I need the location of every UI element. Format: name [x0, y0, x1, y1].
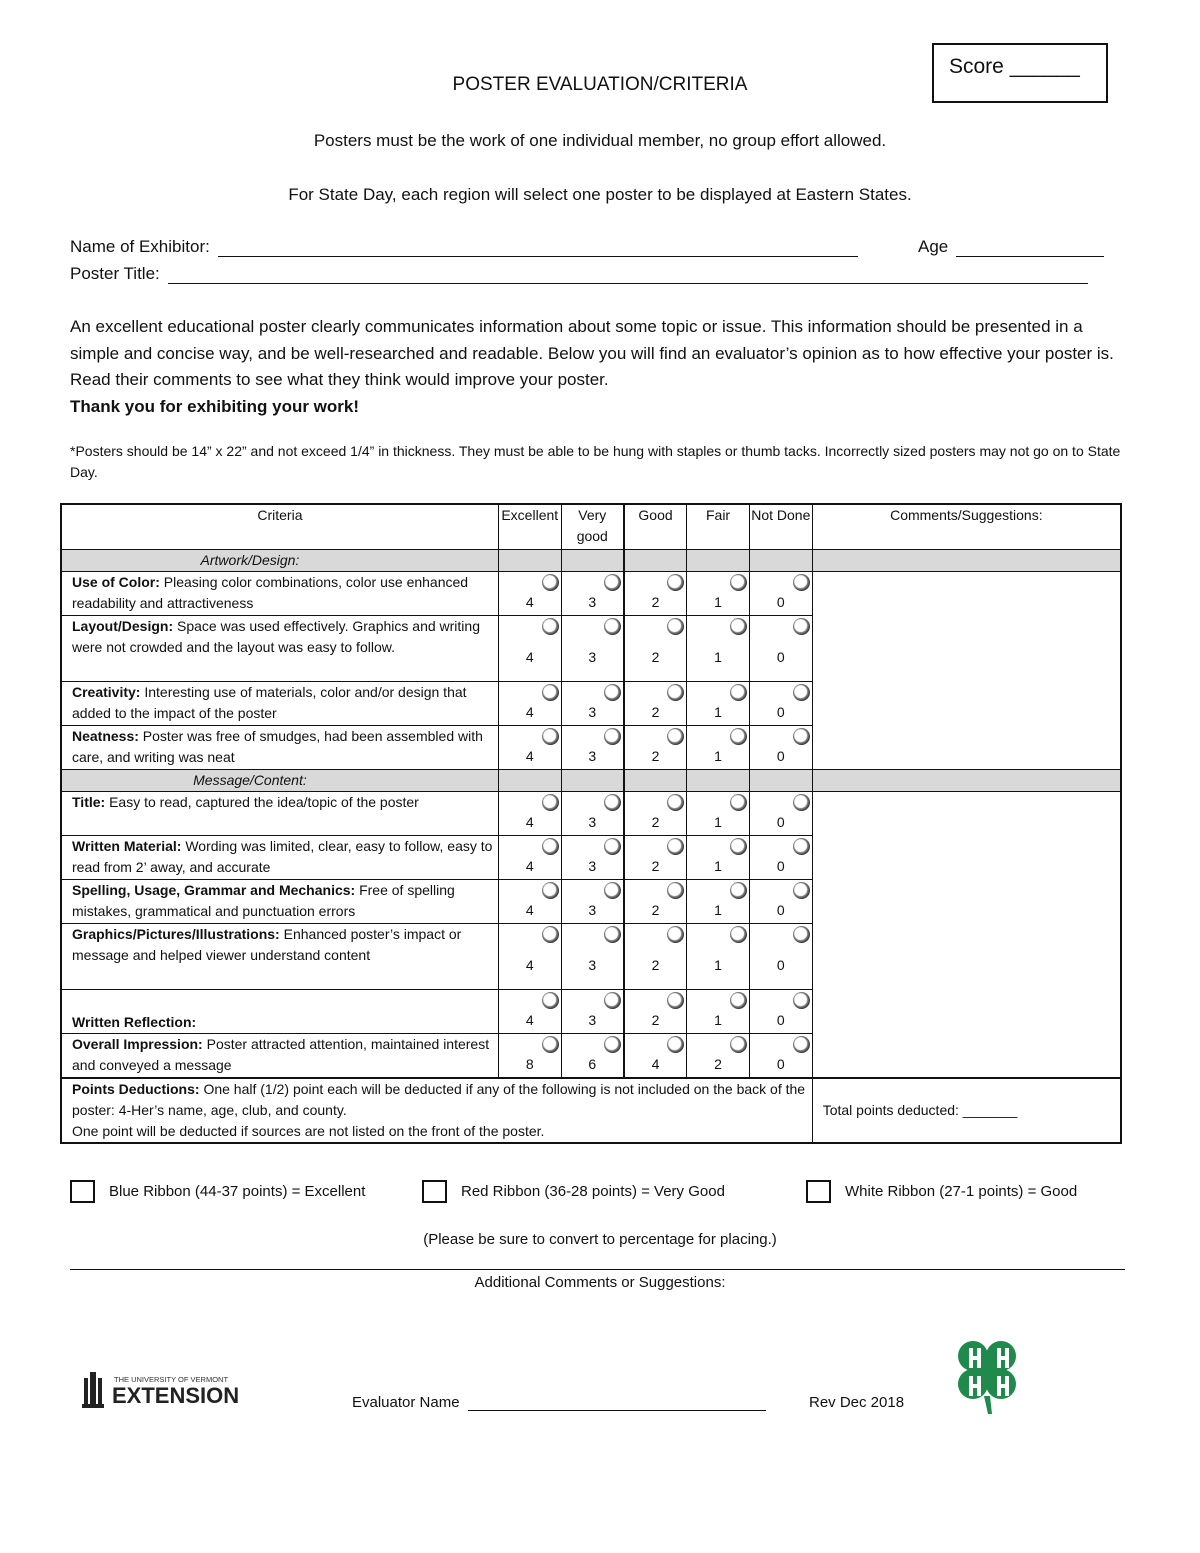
score-radio-icon[interactable] [793, 574, 810, 591]
criteria-text: Enhanced poster’s impact or message and helped viewer understand content [72, 926, 462, 963]
score-value: 2 [651, 957, 660, 973]
score-radio-icon[interactable] [542, 926, 559, 943]
criteria-name: Title: [72, 794, 106, 810]
score-radio-icon[interactable] [730, 794, 747, 811]
intro-thanks: Thank you for exhibiting your work! [70, 396, 360, 416]
criteria-name: Layout/Design: [72, 618, 174, 634]
total-deducted-field[interactable]: Total points deducted: _______ [812, 1078, 1121, 1143]
score-cell-very-good[interactable] [561, 682, 624, 726]
score-radio-icon[interactable] [604, 728, 621, 745]
page-title: POSTER EVALUATION/CRITERIA [452, 74, 748, 95]
header-fair: Fair [687, 504, 750, 550]
score-cell-not-done[interactable] [749, 682, 812, 726]
score-radio-icon[interactable] [542, 794, 559, 811]
score-radio-icon[interactable] [667, 618, 684, 635]
score-radio-icon[interactable] [793, 992, 810, 1009]
header-criteria: Criteria [61, 504, 498, 550]
score-cell-fair[interactable] [687, 572, 750, 616]
score-cell-fair[interactable] [687, 880, 750, 924]
criteria-row [61, 572, 1121, 616]
criteria-description [61, 836, 498, 880]
score-cell-excellent[interactable] [498, 616, 561, 682]
score-radio-icon[interactable] [730, 618, 747, 635]
score-radio-icon[interactable] [730, 574, 747, 591]
score-value: 6 [588, 1055, 597, 1072]
age-field[interactable] [918, 237, 1104, 257]
section-cell [749, 550, 812, 572]
score-value: 0 [776, 1055, 785, 1072]
score-value: 4 [525, 649, 534, 665]
score-radio-icon[interactable] [667, 926, 684, 943]
rule-individual: Posters must be the work of one individual member, no group effort allowed. [313, 131, 887, 150]
score-value: 0 [776, 649, 785, 665]
red-ribbon-option[interactable] [422, 1180, 725, 1203]
white-ribbon-option[interactable] [806, 1180, 1077, 1203]
age-label: Age [918, 237, 949, 256]
score-cell-not-done[interactable] [749, 836, 812, 880]
score-cell-fair[interactable] [687, 682, 750, 726]
comments-cell[interactable] [812, 572, 1121, 770]
score-radio-icon[interactable] [730, 882, 747, 899]
score-cell-very-good[interactable] [561, 1034, 624, 1078]
score-value: 3 [588, 594, 597, 610]
score-value: 1 [714, 957, 722, 973]
score-cell-not-done[interactable] [749, 924, 812, 990]
four-h-clover-logo [948, 1338, 1026, 1414]
score-cell-very-good[interactable] [561, 616, 624, 682]
criteria-name: Spelling, Usage, Grammar and Mechanics: [72, 882, 356, 898]
score-cell-good[interactable] [624, 880, 687, 924]
score-radio-icon[interactable] [667, 684, 684, 701]
score-value: 2 [651, 814, 660, 830]
score-radio-icon[interactable] [604, 574, 621, 591]
score-value: 2 [651, 902, 660, 918]
criteria-text: Pleasing color combinations, color use enhanced readability and attractiveness [72, 574, 469, 611]
deductions-line1: One half (1/2) point each will be deducted if any of the following is not included on the back of the poster: 4-Her’s name, age, club, and county. [72, 1080, 806, 1118]
score-value: 3 [588, 902, 597, 918]
red-ribbon-label: Red Ribbon (36-28 points) = Very Good [461, 1183, 725, 1200]
score-radio-icon[interactable] [667, 838, 684, 855]
score-value: 2 [651, 748, 660, 764]
score-radio-icon[interactable] [730, 926, 747, 943]
score-cell-excellent[interactable] [498, 682, 561, 726]
criteria-text: Space was used effectively. Graphics and writing were not crowded and the layout was easy to follow. [72, 618, 480, 655]
blue-ribbon-option[interactable] [70, 1180, 365, 1203]
criteria-description [61, 726, 498, 770]
logo-line2: EXTENSION [112, 1383, 240, 1408]
score-value: 1 [714, 858, 722, 874]
exhibitor-label: Name of Exhibitor: [70, 237, 210, 256]
score-value: 0 [776, 957, 785, 973]
score-cell-not-done[interactable] [749, 616, 812, 682]
deductions-row [61, 1078, 1121, 1143]
score-value: 4 [525, 957, 534, 973]
score-value: 1 [714, 814, 722, 830]
criteria-name: Use of Color: [72, 574, 160, 590]
evaluator-field[interactable] [352, 1394, 766, 1411]
size-note: *Posters should be 14” x 22” and not exceed 1/4” in thickness. They must be able to be hung with staples or thumb tacks. Incorrectly sized posters may not go on to State Day. [70, 443, 1121, 480]
score-radio-icon[interactable] [542, 882, 559, 899]
header-comments: Comments/Suggestions: [812, 504, 1121, 550]
score-radio-icon[interactable] [793, 728, 810, 745]
score-value: 2 [651, 1012, 660, 1028]
score-value: 3 [588, 858, 597, 874]
score-cell-very-good[interactable] [561, 792, 624, 836]
score-radio-icon[interactable] [793, 838, 810, 855]
score-radio-icon[interactable] [604, 926, 621, 943]
additional-comments-label: Additional Comments or Suggestions: [474, 1274, 726, 1291]
section-cell [498, 770, 561, 792]
score-value: 1 [714, 1012, 722, 1028]
score-value: 1 [714, 748, 722, 764]
score-radio-icon[interactable] [542, 574, 559, 591]
logo-line1: THE UNIVERSITY OF VERMONT [114, 1375, 229, 1384]
score-value: 4 [525, 1012, 534, 1028]
score-cell-good[interactable] [624, 836, 687, 880]
score-radio-icon[interactable] [604, 882, 621, 899]
score-cell-very-good[interactable] [561, 572, 624, 616]
score-value: 3 [588, 748, 597, 764]
section-cell [624, 770, 687, 792]
score-radio-icon[interactable] [542, 838, 559, 855]
uvm-extension-logo [80, 1370, 260, 1410]
score-value: 4 [525, 704, 534, 720]
score-cell-good[interactable] [624, 572, 687, 616]
score-value: 2 [651, 704, 660, 720]
score-value: 4 [525, 594, 534, 610]
deductions-description [61, 1078, 812, 1143]
score-value: 3 [588, 814, 597, 830]
score-value: 4 [525, 858, 534, 874]
score-radio-icon[interactable] [667, 1036, 684, 1053]
score-radio-icon[interactable] [667, 882, 684, 899]
criteria-description [61, 880, 498, 924]
score-cell-not-done[interactable] [749, 1034, 812, 1078]
section-cell [498, 550, 561, 572]
poster-title-input-line[interactable] [168, 267, 1088, 284]
score-value: 3 [588, 957, 597, 973]
header-good: Good [624, 504, 687, 550]
score-value: 4 [651, 1055, 660, 1072]
poster-title-label: Poster Title: [70, 264, 160, 283]
score-radio-icon[interactable] [604, 684, 621, 701]
section-cell [749, 770, 812, 792]
score-cell-not-done[interactable] [749, 792, 812, 836]
score-cell-fair[interactable] [687, 990, 750, 1034]
score-cell-excellent[interactable] [498, 572, 561, 616]
section-cell [812, 770, 1121, 792]
criteria-name: Written Reflection: [72, 1014, 197, 1030]
score-value: 8 [525, 1055, 534, 1072]
score-radio-icon[interactable] [542, 1036, 559, 1053]
score-radio-icon[interactable] [793, 882, 810, 899]
section-message [61, 770, 1121, 792]
criteria-row [61, 792, 1121, 836]
score-radio-icon[interactable] [793, 618, 810, 635]
score-value: 3 [588, 649, 597, 665]
evaluator-input-line[interactable] [468, 1394, 766, 1411]
score-value: 0 [776, 858, 785, 874]
criteria-text: Wording was limited, clear, easy to follow, easy to read from 2’ away, and accurate [72, 838, 493, 875]
score-cell-excellent[interactable] [498, 1034, 561, 1078]
score-value: 2 [651, 858, 660, 874]
section-cell [812, 550, 1121, 572]
score-radio-icon[interactable] [604, 1036, 621, 1053]
criteria-name: Overall Impression: [72, 1036, 203, 1052]
score-value: 1 [714, 704, 722, 720]
score-value: 1 [714, 649, 722, 665]
score-cell-very-good[interactable] [561, 880, 624, 924]
deductions-line2: One point will be deducted if sources are not listed on the front of the poster. [72, 1122, 545, 1139]
score-cell-very-good[interactable] [561, 990, 624, 1034]
score-radio-icon[interactable] [793, 794, 810, 811]
exhibitor-input-line[interactable] [218, 240, 858, 257]
score-cell-excellent[interactable] [498, 924, 561, 990]
revision-date: Rev Dec 2018 [809, 1394, 905, 1411]
score-radio-icon[interactable] [542, 684, 559, 701]
criteria-description [61, 792, 498, 836]
header-very-good: Very good [561, 504, 624, 550]
score-radio-icon[interactable] [730, 684, 747, 701]
criteria-text: Free of spelling mistakes, grammatical and punctuation errors [72, 882, 455, 919]
score-cell-fair[interactable] [687, 726, 750, 770]
score-cell-good[interactable] [624, 924, 687, 990]
score-value: 0 [776, 594, 785, 610]
score-cell-good[interactable] [624, 726, 687, 770]
score-radio-icon[interactable] [542, 992, 559, 1009]
section-label-artwork: Artwork/Design: [61, 550, 498, 572]
score-cell-very-good[interactable] [561, 924, 624, 990]
score-radio-icon[interactable] [604, 618, 621, 635]
deductions-name: Points Deductions: [72, 1080, 200, 1097]
criteria-text: Poster attracted attention, maintained interest and conveyed a message [72, 1036, 490, 1073]
score-cell-very-good[interactable] [561, 836, 624, 880]
score-value: 0 [776, 1012, 785, 1028]
score-cell-excellent[interactable] [498, 726, 561, 770]
section-cell [624, 550, 687, 572]
score-radio-icon[interactable] [730, 992, 747, 1009]
blue-ribbon-label: Blue Ribbon (44-37 points) = Excellent [109, 1183, 366, 1200]
score-value: 0 [776, 704, 785, 720]
score-value: 1 [714, 902, 722, 918]
score-value: 2 [651, 649, 660, 665]
score-radio-icon[interactable] [730, 728, 747, 745]
clover-icon [948, 1338, 1026, 1414]
score-radio-icon[interactable] [604, 992, 621, 1009]
divider [70, 1269, 1125, 1270]
exhibitor-field[interactable] [70, 237, 858, 257]
score-cell-good[interactable] [624, 682, 687, 726]
criteria-name: Written Material: [72, 838, 182, 854]
score-value: 1 [714, 594, 722, 610]
criteria-description [61, 924, 498, 990]
score-value: 2 [651, 594, 660, 610]
section-cell [687, 550, 750, 572]
criteria-description [61, 990, 498, 1034]
score-radio-icon[interactable] [604, 794, 621, 811]
criteria-description [61, 572, 498, 616]
criteria-name: Neatness: [72, 728, 139, 744]
score-cell-fair[interactable] [687, 924, 750, 990]
age-input-line[interactable] [956, 240, 1104, 257]
score-cell-excellent[interactable] [498, 836, 561, 880]
rule-state-day: For State Day, each region will select one poster to be displayed at Eastern States. [288, 185, 912, 204]
score-cell-excellent[interactable] [498, 792, 561, 836]
poster-title-field[interactable] [70, 264, 1088, 284]
score-cell-excellent[interactable] [498, 990, 561, 1034]
uvm-building-icon [80, 1370, 260, 1410]
criteria-description [61, 682, 498, 726]
score-cell-good[interactable] [624, 616, 687, 682]
header-not-done: Not Done [749, 504, 812, 550]
score-cell-fair[interactable] [687, 836, 750, 880]
score-cell-good[interactable] [624, 1034, 687, 1078]
ribbon-options [70, 1180, 1130, 1210]
criteria-description [61, 616, 498, 682]
criteria-text: Interesting use of materials, color and/or design that added to the impact of the poster [72, 684, 467, 721]
score-radio-icon[interactable] [542, 618, 559, 635]
score-radio-icon[interactable] [667, 794, 684, 811]
score-value: 3 [588, 704, 597, 720]
blue-ribbon-checkbox[interactable] [70, 1180, 95, 1203]
score-cell-not-done[interactable] [749, 880, 812, 924]
section-label-message: Message/Content: [61, 770, 498, 792]
criteria-description [61, 1034, 498, 1078]
comments-cell[interactable] [812, 792, 1121, 1078]
evaluator-label: Evaluator Name [352, 1394, 460, 1411]
section-cell [561, 550, 624, 572]
section-artwork [61, 550, 1121, 572]
score-cell-very-good[interactable] [561, 726, 624, 770]
score-cell-good[interactable] [624, 990, 687, 1034]
criteria-name: Graphics/Pictures/Illustrations: [72, 926, 280, 942]
score-radio-icon[interactable] [793, 684, 810, 701]
score-radio-icon[interactable] [793, 1036, 810, 1053]
criteria-text: Poster was free of smudges, had been assembled with care, and writing was neat [72, 728, 483, 765]
score-radio-icon[interactable] [667, 574, 684, 591]
score-value: 4 [525, 814, 534, 830]
score-cell-fair[interactable] [687, 1034, 750, 1078]
score-radio-icon[interactable] [730, 1036, 747, 1053]
score-value: 4 [525, 748, 534, 764]
header-excellent: Excellent [498, 504, 561, 550]
white-ribbon-checkbox[interactable] [806, 1180, 831, 1203]
score-cell-fair[interactable] [687, 616, 750, 682]
score-value: 0 [776, 814, 785, 830]
criteria-text: Easy to read, captured the idea/topic of the poster [105, 794, 419, 810]
score-value: 2 [714, 1055, 722, 1072]
score-value: 3 [588, 1012, 597, 1028]
section-cell [561, 770, 624, 792]
criteria-name: Creativity: [72, 684, 141, 700]
section-cell [687, 770, 750, 792]
score-radio-icon[interactable] [667, 728, 684, 745]
score-cell-not-done[interactable] [749, 572, 812, 616]
intro-paragraph [70, 314, 1130, 420]
score-value: 0 [776, 748, 785, 764]
convert-note: (Please be sure to convert to percentage for placing.) [423, 1231, 777, 1248]
intro-text: An excellent educational poster clearly communicates information about some topic or issue. This information should be presented in a simple and concise way, and be well-researched and readable. Below you will find an evaluator’s opinion as to how effective your poster is. Read their comments to see what they think would improve your poster. [70, 317, 1114, 389]
score-radio-icon[interactable] [667, 992, 684, 1009]
score-value: 4 [525, 902, 534, 918]
criteria-table [60, 503, 1122, 1144]
score-label: Score ______ [949, 55, 1080, 78]
score-radio-icon[interactable] [793, 926, 810, 943]
score-cell-not-done[interactable] [749, 990, 812, 1034]
score-radio-icon[interactable] [730, 838, 747, 855]
score-cell-fair[interactable] [687, 792, 750, 836]
score-radio-icon[interactable] [604, 838, 621, 855]
score-cell-good[interactable] [624, 792, 687, 836]
red-ribbon-checkbox[interactable] [422, 1180, 447, 1203]
score-value: 0 [776, 902, 785, 918]
white-ribbon-label: White Ribbon (27-1 points) = Good [845, 1183, 1078, 1200]
score-cell-excellent[interactable] [498, 880, 561, 924]
score-radio-icon[interactable] [542, 728, 559, 745]
score-cell-not-done[interactable] [749, 726, 812, 770]
